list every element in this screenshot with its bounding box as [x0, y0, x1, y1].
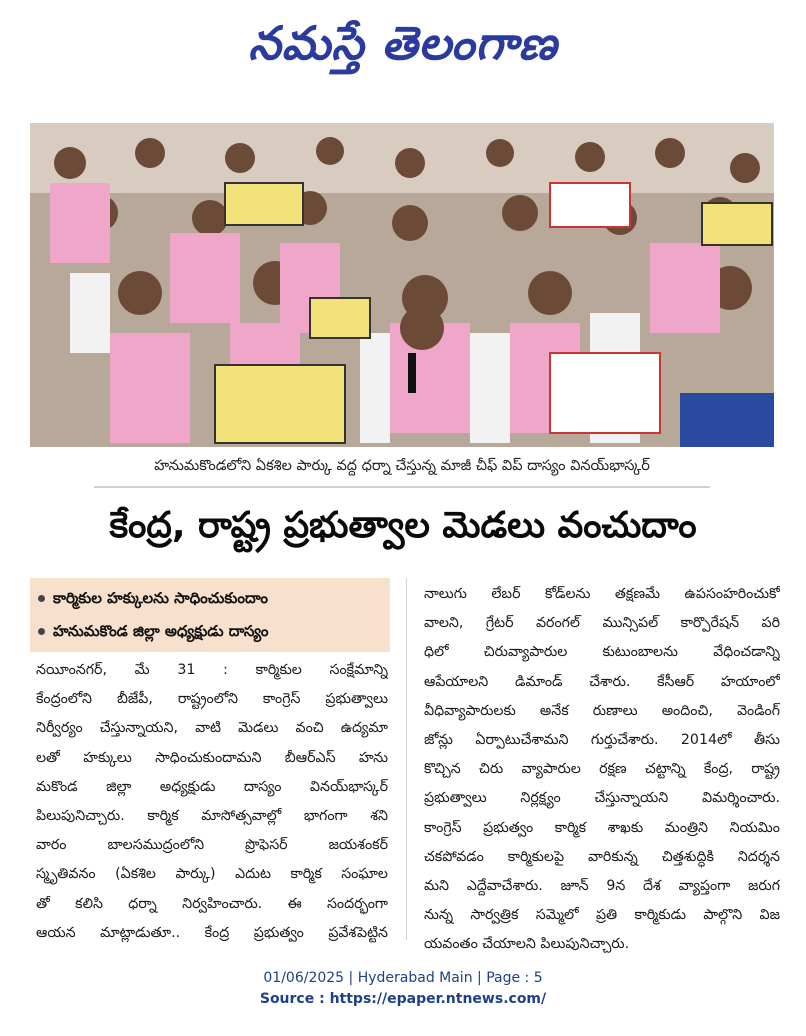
body-line: కాంగ్రెస్ ప్రభుత్వం కార్మిక శాఖకు మంత్రిని నియమిం	[424, 819, 780, 836]
body-line: నిర్వీర్యం చేస్తున్నాయని, వాటి మెడలు వంచి ఉద్యమా	[36, 720, 388, 737]
body-line: కేంద్రంలోని బీజేపీ, రాష్ట్రంలోని కాంగ్రెస్ ప్రభుత్వాలు	[36, 691, 388, 708]
page-footer	[0, 968, 806, 1010]
body-line: పిలుపునిచ్చారు. కార్మిక మాసోత్సవాల్లో భాగంగా శని	[36, 807, 388, 824]
article-body-left	[36, 656, 388, 948]
body-line: ఆయన మాట్లాడుతూ.. కేంద్ర ప్రభుత్వం ప్రవేశపెట్టిన	[36, 924, 388, 941]
newspaper-logo: నమస్తే తెలంగాణ	[248, 16, 558, 70]
body-line: చకపోవడం కార్మికులపై వారికున్న చిత్తశుద్ధికి నిదర్శన	[424, 848, 780, 865]
body-line: ఆపేయాలని డిమాండ్ చేశారు. కేసీఆర్ హయాంలో	[424, 673, 780, 690]
masthead	[0, 8, 806, 78]
body-line: మని ఎద్దేవాచేశారు. జూన్ 9న దేశ వ్యాప్తంగా జరుగ	[424, 877, 780, 894]
body-line: తో కలిసి ధర్నా నిర్వహించారు. ఈ సందర్భంగా	[36, 895, 388, 912]
body-line: ధిలో చిరువ్యాపారుల కుటుంబాలను వేధించడాన్ని	[424, 644, 780, 661]
body-line: ప్రభుత్వాలు నిర్లక్ష్యం చేస్తున్నాయని విమర్శించారు.	[424, 790, 780, 807]
body-line: నయీంనగర్, మే 31 : కార్మికుల సంక్షేమాన్ని	[36, 662, 388, 678]
subhead-item	[38, 615, 382, 648]
caption-divider	[94, 486, 710, 488]
headline: కేంద్ర, రాష్ట్ర ప్రభుత్వాల మెడలు వంచుదాం	[109, 505, 697, 546]
subhead-text: కార్మికుల హక్కులను సాధించుకుందాం	[53, 589, 269, 607]
body-line: నున్న సార్వత్రిక సమ్మెలో ప్రతి కార్మికుడు పాల్గొని విజ	[424, 907, 780, 924]
body-line: నాలుగు లేబర్ కోడ్‌లను తక్షణమే ఉపసంహరించుకో	[424, 586, 780, 602]
column-divider	[406, 578, 407, 940]
bullet-icon	[38, 595, 45, 602]
body-line: జోన్లు ఏర్పాటుచేశామని గుర్తుచేశారు. 2014లో తీసు	[424, 731, 780, 748]
body-line: వారం బాలసముద్రంలోని ప్రొఫెసర్ జయశంకర్	[36, 837, 388, 854]
news-photo	[30, 123, 774, 447]
body-line: కొచ్చిన చిరు వ్యాపారుల రక్షణ చట్టాన్ని కేంద్ర, రాష్ట్ర	[424, 761, 780, 778]
article-body-right	[424, 580, 780, 959]
body-line: లతో హక్కులు సాధించుకుందామని బీఆర్ఎస్ హను	[36, 749, 388, 766]
source-link[interactable]: Source : https://epaper.ntnews.com/	[259, 991, 547, 1007]
body-line: స్మృతివనం (ఏకశిల పార్కు) ఎదుట కార్మిక సంఘాల	[36, 866, 388, 883]
protest-photo-illustration	[30, 123, 774, 447]
subhead-item	[38, 582, 382, 615]
subhead-text: హనుమకొండ జిల్లా అధ్యక్షుడు దాస్యం	[53, 622, 269, 640]
subheads-box	[30, 578, 390, 652]
body-line: వీధివ్యాపారులకు అనేక రుణాలు అందించి, వెండింగ్	[424, 702, 780, 719]
body-line: మకొండ జిల్లా అధ్యక్షుడు దాస్యం వినయ్‌భాస్కర్	[36, 778, 388, 795]
body-line: యవంతం చేయాలని పిలుపునిచ్చారు.	[424, 936, 630, 953]
body-line: వాలని, గ్రేటర్ వరంగల్ మున్సిపల్ కార్పొరేషన్ పరి	[424, 615, 780, 632]
edition-info: 01/06/2025 | Hyderabad Main | Page : 5	[263, 970, 543, 986]
photo-caption: హనుమకొండలోని ఏకశిల పార్కు వద్ద ధర్నా చేస్తున్న మాజీ చీఫ్ విప్ దాస్యం వినయ్‌భాస్కర్	[154, 458, 650, 474]
bullet-icon	[38, 628, 45, 635]
